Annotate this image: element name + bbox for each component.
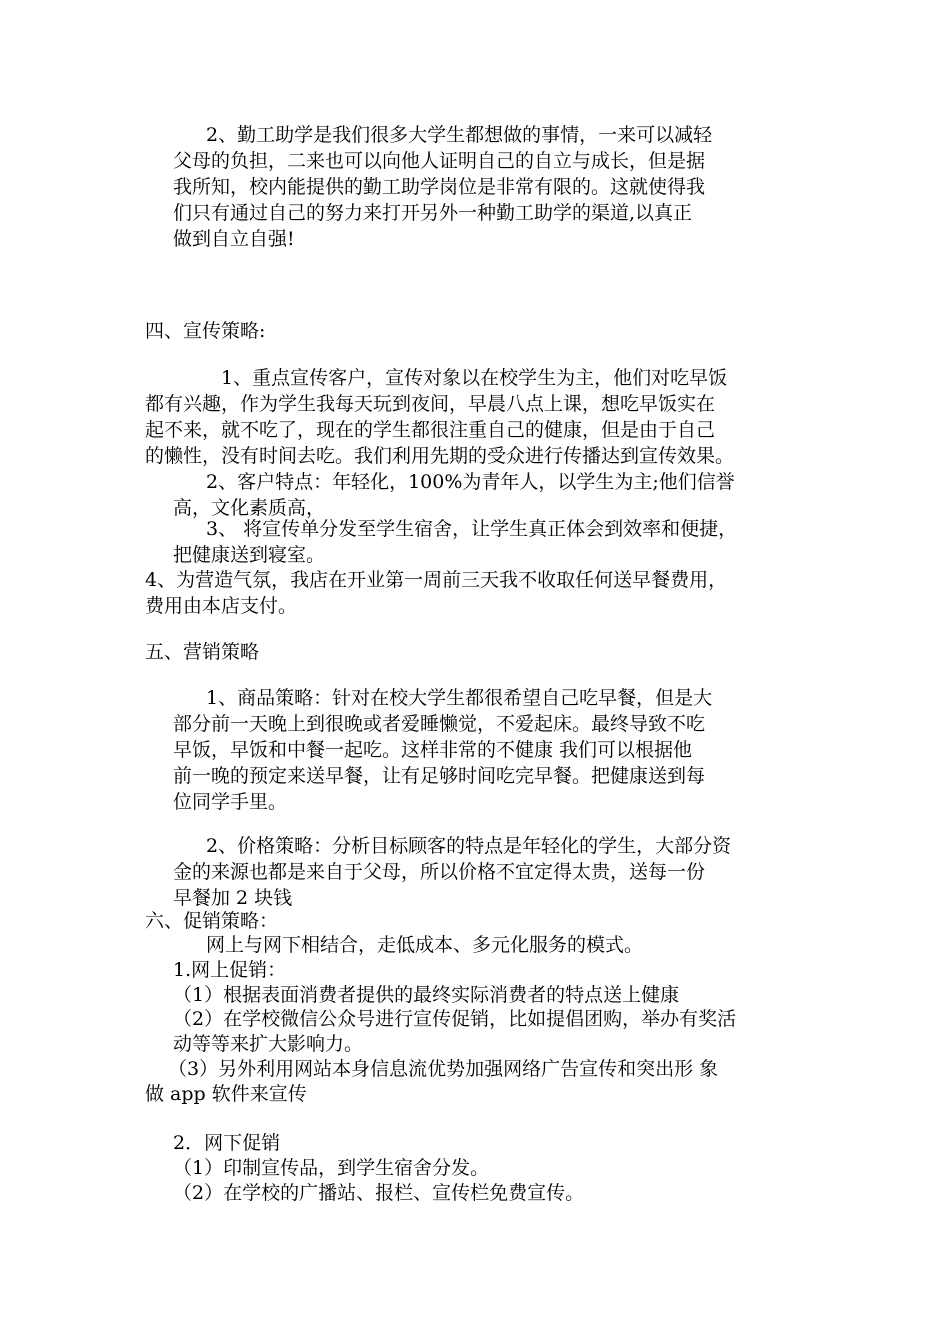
marketing-line-1: 1、商品策略：针对在校大学生都很希望自己吃早餐，但是大 — [206, 687, 713, 709]
promo-line-1: 1、重点宣传客户，宣传对象以在校学生为主，他们对吃早饭 — [221, 367, 728, 389]
sales-promo-line-3: （1）根据表面消费者提供的最终实际消费者的特点送上健康 — [173, 984, 680, 1006]
marketing-line-2: 部分前一天晚上到很晚或者爱睡懒觉，不爱起床。最终导致不吃 — [173, 713, 706, 735]
sales-promo-heading: 六、促销策略： — [145, 910, 279, 932]
promo-line-6: 高，文化素质高， — [173, 497, 326, 519]
sales-promo-line-9: （1）印制宣传品，到学生宿舍分发。 — [173, 1157, 490, 1179]
support-line-5: 做到自立自强! — [173, 228, 295, 250]
sales-promo-line-7: 做 app 软件来宣传 — [145, 1083, 307, 1105]
promo-line-5: 2、客户特点：年轻化，100%为青年人，以学生为主;他们信誉 — [206, 471, 735, 493]
marketing-line-3: 早饭，早饭和中餐一起吃。这样非常的不健康 我们可以根据他 — [173, 739, 693, 761]
promo-line-7: 3、 将宣传单分发至学生宿舍，让学生真正体会到效率和便捷， — [206, 518, 738, 540]
marketing-line-7: 金的来源也都是来自于父母，所以价格不宜定得太贵，送每一份 — [173, 861, 706, 883]
support-line-3: 我所知，校内能提供的勤工助学岗位是非常有限的。这就使得我 — [173, 176, 706, 198]
support-line-2: 父母的负担，二来也可以向他人证明自己的自立与成长，但是据 — [173, 150, 706, 172]
sales-promo-line-10: （2）在学校的广播站、报栏、宣传栏免费宣传。 — [173, 1182, 585, 1204]
promo-line-8: 把健康送到寝室。 — [173, 544, 326, 566]
promo-line-9: 4、为营造气氛，我店在开业第一周前三天我不收取任何送早餐费用， — [145, 569, 728, 591]
support-line-1: 2、勤工助学是我们很多大学生都想做的事情，一来可以减轻 — [206, 124, 713, 146]
marketing-heading: 五、营销策略 — [145, 641, 260, 663]
sales-promo-line-2: 1.网上促销： — [173, 959, 287, 981]
sales-promo-line-4: （2）在学校微信公众号进行宣传促销，比如提倡团购，举办有奖活 — [173, 1008, 737, 1030]
sales-promo-line-6: （3）另外利用网站本身信息流优势加强网络广告宣传和突出形 象 — [168, 1058, 719, 1080]
marketing-line-8: 早餐加 2 块钱 — [173, 887, 293, 909]
support-line-4: 们只有通过自己的努力来打开另外一种勤工助学的渠道,以真正 — [173, 202, 693, 224]
promo-line-4: 的懒性，没有时间去吃。我们利用先期的受众进行传播达到宣传效果。 — [145, 445, 735, 467]
promo-strategy-heading: 四、宣传策略: — [145, 320, 266, 342]
sales-promo-line-5: 动等等来扩大影响力。 — [173, 1033, 364, 1055]
sales-promo-line-8: 2．网下促销 — [173, 1132, 281, 1154]
marketing-line-6: 2、价格策略：分析目标顾客的特点是年轻化的学生，大部分资 — [206, 835, 732, 857]
promo-line-3: 起不来，就不吃了，现在的学生都很注重自己的健康，但是由于自己 — [145, 419, 716, 441]
marketing-line-4: 前一晚的预定来送早餐，让有足够时间吃完早餐。把健康送到每 — [173, 765, 706, 787]
promo-line-2: 都有兴趣，作为学生我每天玩到夜间，早晨八点上课，想吃早饭实在 — [145, 393, 716, 415]
promo-line-10: 费用由本店支付。 — [145, 595, 298, 617]
sales-promo-line-1: 网上与网下相结合，走低成本、多元化服务的模式。 — [206, 934, 644, 956]
marketing-line-5: 位同学手里。 — [173, 791, 288, 813]
